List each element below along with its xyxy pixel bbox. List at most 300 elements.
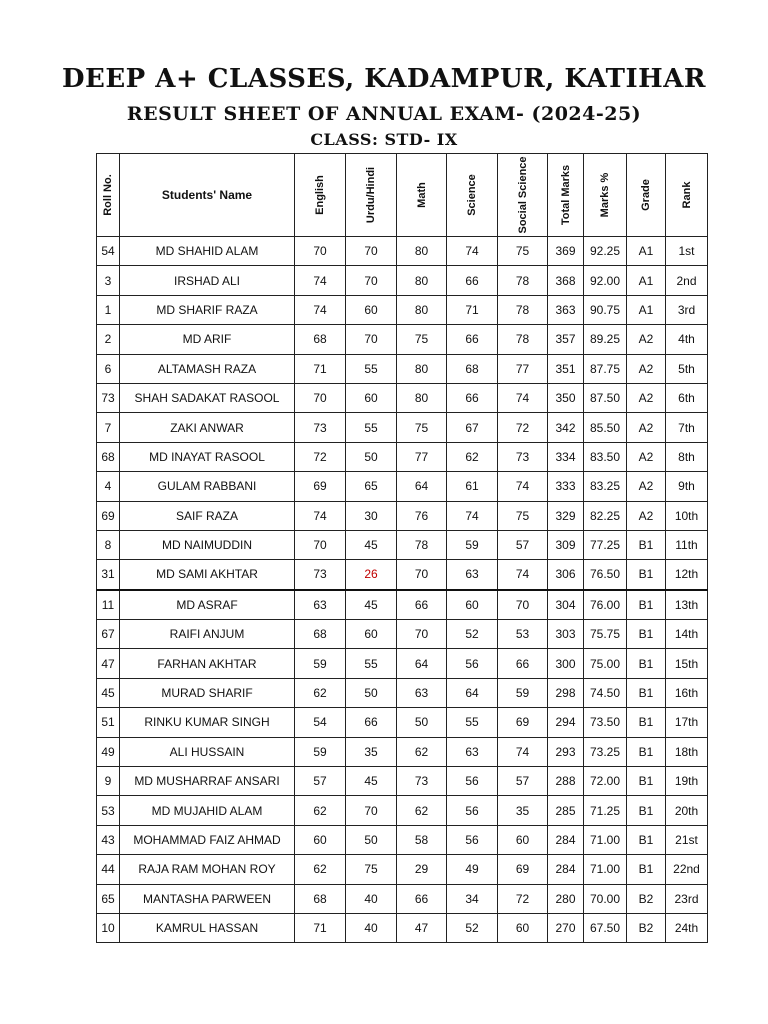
cell-english: 68 [295, 620, 346, 649]
cell-math: 62 [397, 737, 447, 766]
cell-science: 52 [447, 913, 498, 942]
cell-science: 71 [447, 295, 498, 324]
cell-science: 61 [447, 472, 498, 501]
cell-grade: B1 [627, 530, 666, 559]
cell-percent: 70.00 [584, 884, 627, 913]
cell-rank: 4th [666, 325, 708, 354]
col-header-english-label: English [314, 175, 326, 215]
cell-urdu-hindi: 30 [346, 501, 397, 530]
cell-science: 34 [447, 884, 498, 913]
cell-social: 73 [498, 442, 548, 471]
cell-urdu-hindi: 45 [346, 530, 397, 559]
cell-science: 56 [447, 825, 498, 854]
col-header-urdu-hindi [346, 154, 397, 237]
cell-name: MOHAMMAD FAIZ AHMAD [120, 825, 295, 854]
cell-english: 73 [295, 413, 346, 442]
cell-social: 69 [498, 708, 548, 737]
cell-name: MD SAMI AKHTAR [120, 560, 295, 590]
cell-science: 66 [447, 383, 498, 412]
cell-rank: 3rd [666, 295, 708, 324]
cell-total: 285 [548, 796, 584, 825]
cell-science: 62 [447, 442, 498, 471]
cell-math: 64 [397, 649, 447, 678]
cell-name: MD ARIF [120, 325, 295, 354]
cell-name: MURAD SHARIF [120, 678, 295, 707]
cell-social: 78 [498, 325, 548, 354]
cell-english: 60 [295, 825, 346, 854]
cell-total: 293 [548, 737, 584, 766]
cell-english: 74 [295, 295, 346, 324]
cell-urdu-hindi: 55 [346, 413, 397, 442]
cell-grade: B1 [627, 678, 666, 707]
cell-science: 66 [447, 325, 498, 354]
cell-rank: 11th [666, 530, 708, 559]
col-header-total-marks [548, 154, 584, 237]
cell-percent: 76.00 [584, 590, 627, 620]
cell-rank: 22nd [666, 855, 708, 884]
cell-math: 50 [397, 708, 447, 737]
col-header-urdu-hindi-label: Urdu/Hindi [365, 166, 377, 224]
cell-grade: A1 [627, 237, 666, 266]
cell-social: 69 [498, 855, 548, 884]
cell-grade: B2 [627, 913, 666, 942]
cell-percent: 74.50 [584, 678, 627, 707]
cell-social: 66 [498, 649, 548, 678]
col-header-social-science-label: Social Science [516, 156, 529, 234]
cell-percent: 71.25 [584, 796, 627, 825]
cell-english: 71 [295, 913, 346, 942]
cell-science: 56 [447, 767, 498, 796]
cell-grade: B1 [627, 767, 666, 796]
cell-total: 288 [548, 767, 584, 796]
cell-roll: 31 [97, 560, 120, 590]
result-table [96, 153, 708, 943]
table-row [97, 855, 708, 884]
cell-grade: B1 [627, 560, 666, 590]
cell-science: 64 [447, 678, 498, 707]
cell-grade: B1 [627, 737, 666, 766]
cell-name: IRSHAD ALI [120, 266, 295, 295]
cell-urdu-hindi: 55 [346, 649, 397, 678]
cell-english: 59 [295, 737, 346, 766]
cell-roll: 43 [97, 825, 120, 854]
cell-total: 304 [548, 590, 584, 620]
cell-percent: 92.00 [584, 266, 627, 295]
cell-total: 294 [548, 708, 584, 737]
cell-roll: 49 [97, 737, 120, 766]
cell-english: 72 [295, 442, 346, 471]
table-row [97, 825, 708, 854]
cell-total: 369 [548, 237, 584, 266]
cell-total: 334 [548, 442, 584, 471]
class-label: CLASS: STD- IX [310, 130, 458, 149]
table-row [97, 530, 708, 559]
col-header-roll [97, 154, 120, 237]
cell-name: GULAM RABBANI [120, 472, 295, 501]
cell-science: 52 [447, 620, 498, 649]
table-row [97, 560, 708, 590]
cell-name: MD INAYAT RASOOL [120, 442, 295, 471]
cell-science: 63 [447, 737, 498, 766]
table-row [97, 472, 708, 501]
cell-percent: 75.75 [584, 620, 627, 649]
cell-english: 54 [295, 708, 346, 737]
table-row [97, 620, 708, 649]
cell-total: 280 [548, 884, 584, 913]
cell-math: 70 [397, 620, 447, 649]
table-row [97, 708, 708, 737]
cell-name: RAJA RAM MOHAN ROY [120, 855, 295, 884]
cell-urdu-hindi: 70 [346, 237, 397, 266]
cell-roll: 67 [97, 620, 120, 649]
cell-science: 66 [447, 266, 498, 295]
cell-rank: 13th [666, 590, 708, 620]
cell-math: 77 [397, 442, 447, 471]
cell-roll: 8 [97, 530, 120, 559]
cell-total: 368 [548, 266, 584, 295]
cell-name: ALI HUSSAIN [120, 737, 295, 766]
cell-urdu-hindi: 50 [346, 678, 397, 707]
cell-science: 68 [447, 354, 498, 383]
cell-rank: 7th [666, 413, 708, 442]
cell-percent: 92.25 [584, 237, 627, 266]
cell-science: 56 [447, 796, 498, 825]
cell-math: 62 [397, 796, 447, 825]
cell-rank: 16th [666, 678, 708, 707]
col-header-science [447, 154, 498, 237]
table-row [97, 501, 708, 530]
cell-grade: B1 [627, 649, 666, 678]
cell-roll: 51 [97, 708, 120, 737]
cell-english: 74 [295, 266, 346, 295]
cell-name: ZAKI ANWAR [120, 413, 295, 442]
cell-name: MD MUJAHID ALAM [120, 796, 295, 825]
cell-english: 70 [295, 383, 346, 412]
cell-roll: 69 [97, 501, 120, 530]
table-row [97, 884, 708, 913]
table-row [97, 354, 708, 383]
cell-english: 70 [295, 237, 346, 266]
cell-total: 306 [548, 560, 584, 590]
cell-rank: 2nd [666, 266, 708, 295]
cell-science: 59 [447, 530, 498, 559]
cell-roll: 45 [97, 678, 120, 707]
table-row [97, 737, 708, 766]
cell-percent: 73.25 [584, 737, 627, 766]
cell-grade: B1 [627, 590, 666, 620]
cell-science: 74 [447, 237, 498, 266]
cell-name: MANTASHA PARWEEN [120, 884, 295, 913]
cell-name: RAIFI ANJUM [120, 620, 295, 649]
cell-science: 55 [447, 708, 498, 737]
cell-roll: 9 [97, 767, 120, 796]
cell-name: ALTAMASH RAZA [120, 354, 295, 383]
cell-math: 80 [397, 383, 447, 412]
cell-percent: 76.50 [584, 560, 627, 590]
cell-english: 62 [295, 855, 346, 884]
cell-percent: 82.25 [584, 501, 627, 530]
cell-rank: 1st [666, 237, 708, 266]
cell-percent: 87.75 [584, 354, 627, 383]
cell-percent: 75.00 [584, 649, 627, 678]
cell-social: 70 [498, 590, 548, 620]
cell-total: 298 [548, 678, 584, 707]
cell-social: 74 [498, 472, 548, 501]
cell-grade: A1 [627, 295, 666, 324]
cell-urdu-hindi: 60 [346, 383, 397, 412]
cell-total: 363 [548, 295, 584, 324]
cell-social: 60 [498, 825, 548, 854]
cell-english: 70 [295, 530, 346, 559]
col-header-roll-label: Roll No. [102, 174, 114, 216]
cell-urdu-hindi: 70 [346, 796, 397, 825]
cell-total: 300 [548, 649, 584, 678]
cell-rank: 18th [666, 737, 708, 766]
cell-math: 47 [397, 913, 447, 942]
cell-roll: 7 [97, 413, 120, 442]
table-row [97, 237, 708, 266]
cell-math: 76 [397, 501, 447, 530]
cell-grade: B1 [627, 620, 666, 649]
cell-english: 62 [295, 796, 346, 825]
cell-percent: 67.50 [584, 913, 627, 942]
cell-english: 68 [295, 884, 346, 913]
cell-total: 270 [548, 913, 584, 942]
cell-urdu-hindi: 70 [346, 325, 397, 354]
cell-grade: A2 [627, 383, 666, 412]
cell-roll: 1 [97, 295, 120, 324]
cell-percent: 89.25 [584, 325, 627, 354]
cell-total: 342 [548, 413, 584, 442]
table-row [97, 442, 708, 471]
table-row [97, 325, 708, 354]
cell-percent: 77.25 [584, 530, 627, 559]
table-row [97, 796, 708, 825]
col-header-grade [627, 154, 666, 237]
cell-total: 350 [548, 383, 584, 412]
cell-urdu-hindi: 70 [346, 266, 397, 295]
cell-english: 71 [295, 354, 346, 383]
col-header-science-label: Science [466, 174, 478, 216]
col-header-marks-percent [584, 154, 627, 237]
cell-math: 80 [397, 266, 447, 295]
cell-name: RINKU KUMAR SINGH [120, 708, 295, 737]
cell-science: 60 [447, 590, 498, 620]
cell-grade: B1 [627, 708, 666, 737]
cell-science: 74 [447, 501, 498, 530]
cell-name: MD MUSHARRAF ANSARI [120, 767, 295, 796]
cell-math: 64 [397, 472, 447, 501]
cell-roll: 73 [97, 383, 120, 412]
cell-urdu-hindi: 75 [346, 855, 397, 884]
cell-urdu-hindi: 66 [346, 708, 397, 737]
cell-urdu-hindi: 60 [346, 295, 397, 324]
col-header-math-label: Math [415, 182, 428, 208]
col-header-social-science [498, 154, 548, 237]
cell-math: 58 [397, 825, 447, 854]
school-title: DEEP A+ CLASSES, KADAMPUR, KATIHAR [62, 64, 706, 94]
cell-rank: 5th [666, 354, 708, 383]
table-row [97, 649, 708, 678]
cell-math: 73 [397, 767, 447, 796]
cell-rank: 20th [666, 796, 708, 825]
cell-social: 35 [498, 796, 548, 825]
cell-roll: 53 [97, 796, 120, 825]
cell-math: 70 [397, 560, 447, 590]
cell-social: 72 [498, 884, 548, 913]
result-rows [97, 237, 708, 943]
header-row [97, 154, 708, 237]
cell-rank: 6th [666, 383, 708, 412]
cell-urdu-hindi: 40 [346, 913, 397, 942]
cell-name: SHAH SADAKAT RASOOL [120, 383, 295, 412]
table-row [97, 266, 708, 295]
cell-rank: 14th [666, 620, 708, 649]
cell-math: 78 [397, 530, 447, 559]
col-header-english [295, 154, 346, 237]
cell-english: 69 [295, 472, 346, 501]
cell-grade: A2 [627, 501, 666, 530]
col-header-total-marks-label: Total Marks [559, 164, 572, 226]
cell-roll: 4 [97, 472, 120, 501]
cell-percent: 87.50 [584, 383, 627, 412]
cell-rank: 9th [666, 472, 708, 501]
cell-grade: A2 [627, 325, 666, 354]
cell-math: 66 [397, 884, 447, 913]
table-row [97, 913, 708, 942]
cell-social: 72 [498, 413, 548, 442]
cell-rank: 23rd [666, 884, 708, 913]
cell-rank: 12th [666, 560, 708, 590]
cell-total: 309 [548, 530, 584, 559]
col-header-marks-percent-label: Marks % [599, 172, 611, 218]
cell-total: 333 [548, 472, 584, 501]
table-row [97, 295, 708, 324]
cell-roll: 11 [97, 590, 120, 620]
cell-rank: 24th [666, 913, 708, 942]
cell-roll: 6 [97, 354, 120, 383]
cell-social: 74 [498, 383, 548, 412]
cell-rank: 19th [666, 767, 708, 796]
cell-social: 78 [498, 295, 548, 324]
cell-urdu-hindi: 65 [346, 472, 397, 501]
cell-grade: B2 [627, 884, 666, 913]
col-header-rank-label: Rank [680, 181, 693, 209]
cell-social: 75 [498, 501, 548, 530]
cell-percent: 72.00 [584, 767, 627, 796]
cell-grade: B1 [627, 825, 666, 854]
cell-total: 329 [548, 501, 584, 530]
cell-total: 284 [548, 825, 584, 854]
cell-roll: 54 [97, 237, 120, 266]
cell-math: 63 [397, 678, 447, 707]
cell-social: 53 [498, 620, 548, 649]
cell-social: 57 [498, 530, 548, 559]
cell-math: 75 [397, 413, 447, 442]
cell-science: 56 [447, 649, 498, 678]
cell-social: 74 [498, 737, 548, 766]
cell-rank: 21st [666, 825, 708, 854]
cell-name: MD SHARIF RAZA [120, 295, 295, 324]
cell-urdu-hindi: 45 [346, 767, 397, 796]
cell-name: FARHAN AKHTAR [120, 649, 295, 678]
cell-social: 74 [498, 560, 548, 590]
cell-grade: B1 [627, 855, 666, 884]
cell-science: 67 [447, 413, 498, 442]
cell-name: MD NAIMUDDIN [120, 530, 295, 559]
cell-percent: 83.25 [584, 472, 627, 501]
cell-social: 59 [498, 678, 548, 707]
cell-urdu-hindi: 26 [346, 560, 397, 590]
cell-english: 74 [295, 501, 346, 530]
cell-rank: 10th [666, 501, 708, 530]
cell-rank: 8th [666, 442, 708, 471]
cell-science: 63 [447, 560, 498, 590]
cell-name: MD ASRAF [120, 590, 295, 620]
cell-percent: 85.50 [584, 413, 627, 442]
cell-urdu-hindi: 45 [346, 590, 397, 620]
cell-english: 59 [295, 649, 346, 678]
cell-total: 303 [548, 620, 584, 649]
cell-math: 66 [397, 590, 447, 620]
cell-grade: A2 [627, 413, 666, 442]
cell-total: 351 [548, 354, 584, 383]
cell-name: KAMRUL HASSAN [120, 913, 295, 942]
col-header-name: Students' Name [120, 154, 295, 237]
cell-urdu-hindi: 50 [346, 825, 397, 854]
cell-total: 357 [548, 325, 584, 354]
cell-math: 80 [397, 354, 447, 383]
cell-roll: 47 [97, 649, 120, 678]
cell-roll: 44 [97, 855, 120, 884]
table-row [97, 383, 708, 412]
cell-roll: 65 [97, 884, 120, 913]
cell-name: MD SHAHID ALAM [120, 237, 295, 266]
sheet-title: RESULT SHEET OF ANNUAL EXAM- (2024-25) [126, 103, 642, 125]
cell-percent: 71.00 [584, 825, 627, 854]
cell-math: 80 [397, 295, 447, 324]
col-header-math [397, 154, 447, 237]
cell-urdu-hindi: 50 [346, 442, 397, 471]
cell-roll: 10 [97, 913, 120, 942]
cell-urdu-hindi: 40 [346, 884, 397, 913]
cell-math: 29 [397, 855, 447, 884]
col-header-grade-label: Grade [640, 179, 652, 211]
cell-english: 68 [295, 325, 346, 354]
cell-grade: A2 [627, 354, 666, 383]
cell-percent: 90.75 [584, 295, 627, 324]
cell-name: SAIF RAZA [120, 501, 295, 530]
cell-english: 57 [295, 767, 346, 796]
cell-urdu-hindi: 60 [346, 620, 397, 649]
cell-rank: 15th [666, 649, 708, 678]
table-row [97, 678, 708, 707]
cell-grade: B1 [627, 796, 666, 825]
col-header-rank [666, 154, 708, 237]
cell-grade: A1 [627, 266, 666, 295]
cell-urdu-hindi: 55 [346, 354, 397, 383]
table-row [97, 413, 708, 442]
cell-grade: A2 [627, 472, 666, 501]
cell-roll: 3 [97, 266, 120, 295]
table-row [97, 767, 708, 796]
table-row [97, 590, 708, 620]
cell-social: 60 [498, 913, 548, 942]
cell-math: 80 [397, 237, 447, 266]
cell-grade: A2 [627, 442, 666, 471]
cell-rank: 17th [666, 708, 708, 737]
cell-percent: 71.00 [584, 855, 627, 884]
